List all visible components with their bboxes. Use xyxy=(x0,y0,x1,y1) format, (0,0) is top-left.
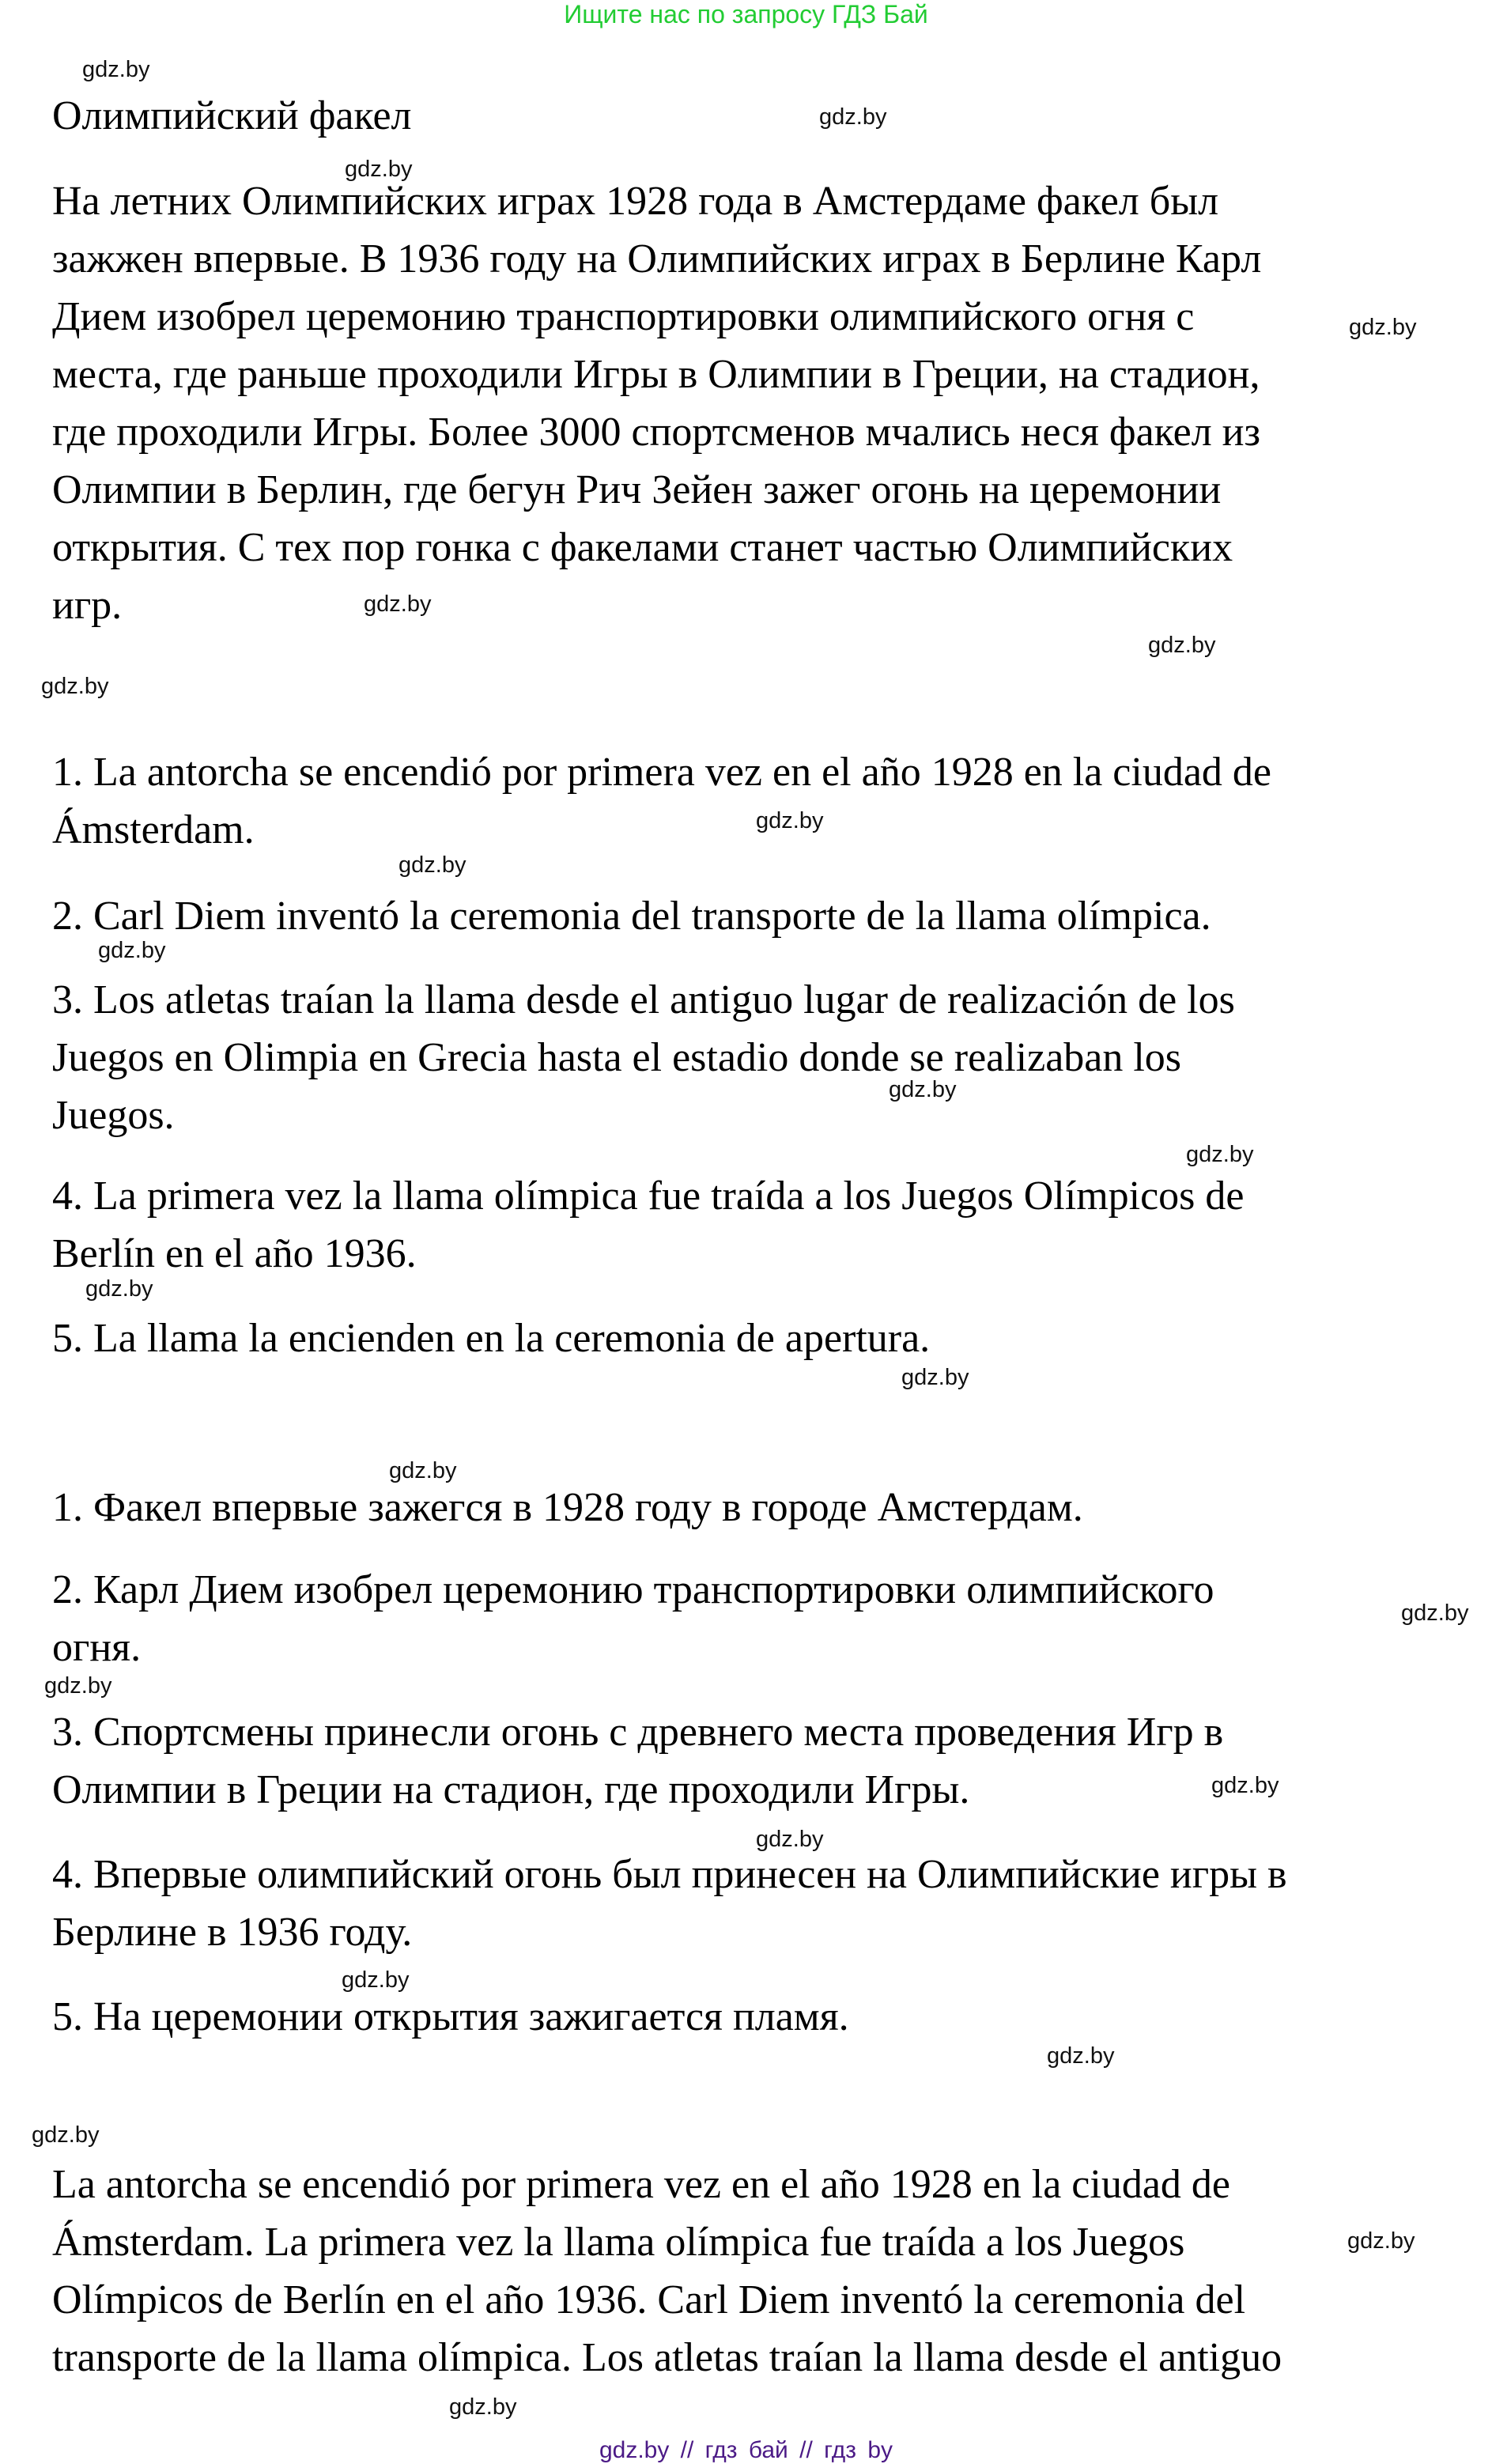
watermark: gdz.by xyxy=(85,1276,153,1302)
text-line: Berlín en el año 1936. xyxy=(52,1231,417,1276)
watermark: gdz.by xyxy=(345,157,413,182)
text-line: места, где раньше проходили Игры в Олимпии в Греции, на стадион, xyxy=(52,352,1260,397)
answer-es-3 xyxy=(52,971,1467,1144)
answer-ru-2 xyxy=(52,1561,1467,1676)
text-line: 4. La primera vez la llama olímpica fue traída a los Juegos Olímpicos de xyxy=(52,1173,1245,1219)
text-line: 1. La antorcha se encendió por primera vez en el año 1928 en la ciudad de xyxy=(52,750,1271,795)
text-line: 4. Впервые олимпийский огонь был принесен на Олимпийские игры в xyxy=(52,1852,1287,1897)
paragraph-ru xyxy=(52,172,1467,634)
text-line: 5. На церемонии открытия зажигается пламя. xyxy=(52,1994,849,2039)
text-line: зажжен впервые. В 1936 году на Олимпийских играх в Берлине Карл xyxy=(52,236,1262,282)
page-title xyxy=(52,87,1467,145)
watermark: gdz.by xyxy=(1148,633,1216,658)
watermark: gdz.by xyxy=(901,1365,969,1390)
text-line: 5. La llama la encienden en la ceremonia de apertura. xyxy=(52,1316,931,1361)
watermark: gdz.by xyxy=(1047,2043,1115,2069)
watermark: gdz.by xyxy=(389,1458,457,1483)
answer-es-1 xyxy=(52,743,1467,859)
text-line: Olímpicos de Berlín en el año 1936. Carl Diem inventó la ceremonia del xyxy=(52,2277,1246,2322)
text-line: Ámsterdam. La primera vez la llama olímpica fue traída a los Juegos xyxy=(52,2220,1185,2265)
answer-ru-5 xyxy=(52,1988,1467,2046)
watermark: gdz.by xyxy=(41,674,109,699)
text-line: 1. Факел впервые зажегся в 1928 году в городе Амстердам. xyxy=(52,1485,1083,1530)
answer-es-4 xyxy=(52,1167,1467,1283)
summary-es xyxy=(52,2156,1467,2387)
text-line: игр. xyxy=(52,583,123,628)
watermark: gdz.by xyxy=(1349,315,1417,340)
text-line: transporte de la llama olímpica. Los atletas traían la llama desde el antiguo xyxy=(52,2335,1282,2380)
text-line: 3. Los atletas traían la llama desde el antiguo lugar de realización de los xyxy=(52,977,1235,1022)
text-line: Олимпии в Берлин, где бегун Рич Зейен зажег огонь на церемонии xyxy=(52,467,1222,512)
search-hint-banner: Ищите нас по запросу ГДЗ Бай xyxy=(564,0,928,28)
footer-site-links: gdz.by // гдз бай // гдз by xyxy=(599,2437,893,2463)
watermark: gdz.by xyxy=(364,591,432,617)
answer-ru-4 xyxy=(52,1846,1467,1961)
text-line: Олимпии в Греции на стадион, где проходили Игры. xyxy=(52,1767,970,1812)
watermark: gdz.by xyxy=(756,1827,824,1852)
watermark: gdz.by xyxy=(1211,1773,1279,1798)
watermark: gdz.by xyxy=(756,808,824,833)
watermark: gdz.by xyxy=(82,57,150,82)
answer-es-2 xyxy=(52,887,1467,945)
answer-ru-3 xyxy=(52,1703,1467,1819)
text-line: Juegos en Olimpia en Grecia hasta el estadio donde se realizaban los xyxy=(52,1035,1182,1080)
watermark: gdz.by xyxy=(32,2122,100,2148)
text-line: На летних Олимпийских играх 1928 года в Амстердаме факел был xyxy=(52,179,1219,224)
text-line: La antorcha se encendió por primera vez en el año 1928 en la ciudad de xyxy=(52,2162,1230,2207)
text-line: где проходили Игры. Более 3000 спортсменов мчались неся факел из xyxy=(52,410,1261,455)
watermark: gdz.by xyxy=(1401,1600,1469,1626)
title-text: Олимпийский факел xyxy=(52,93,412,138)
text-line: Ámsterdam. xyxy=(52,807,255,852)
text-line: 2. Carl Diem inventó la ceremonia del transporte de la llama olímpica. xyxy=(52,894,1211,939)
watermark: gdz.by xyxy=(342,1967,410,1993)
watermark: gdz.by xyxy=(398,852,466,878)
text-line: Juegos. xyxy=(52,1093,175,1138)
answer-es-5 xyxy=(52,1309,1467,1367)
watermark: gdz.by xyxy=(449,2394,517,2420)
watermark: gdz.by xyxy=(44,1673,112,1699)
text-line: Берлине в 1936 году. xyxy=(52,1910,413,1955)
watermark: gdz.by xyxy=(1347,2228,1415,2254)
watermark: gdz.by xyxy=(98,938,166,963)
text-line: 2. Карл Дием изобрел церемонию транспортировки олимпийского xyxy=(52,1567,1214,1612)
text-line: огня. xyxy=(52,1625,142,1670)
text-line: открытия. С тех пор гонка с факелами станет частью Олимпийских xyxy=(52,525,1233,570)
text-line: Дием изобрел церемонию транспортировки олимпийского огня с xyxy=(52,294,1195,339)
watermark: gdz.by xyxy=(1186,1142,1254,1167)
answer-ru-1 xyxy=(52,1479,1467,1536)
text-line: 3. Спортсмены принесли огонь с древнего места проведения Игр в xyxy=(52,1710,1224,1755)
watermark: gdz.by xyxy=(889,1077,957,1102)
watermark: gdz.by xyxy=(819,104,887,130)
